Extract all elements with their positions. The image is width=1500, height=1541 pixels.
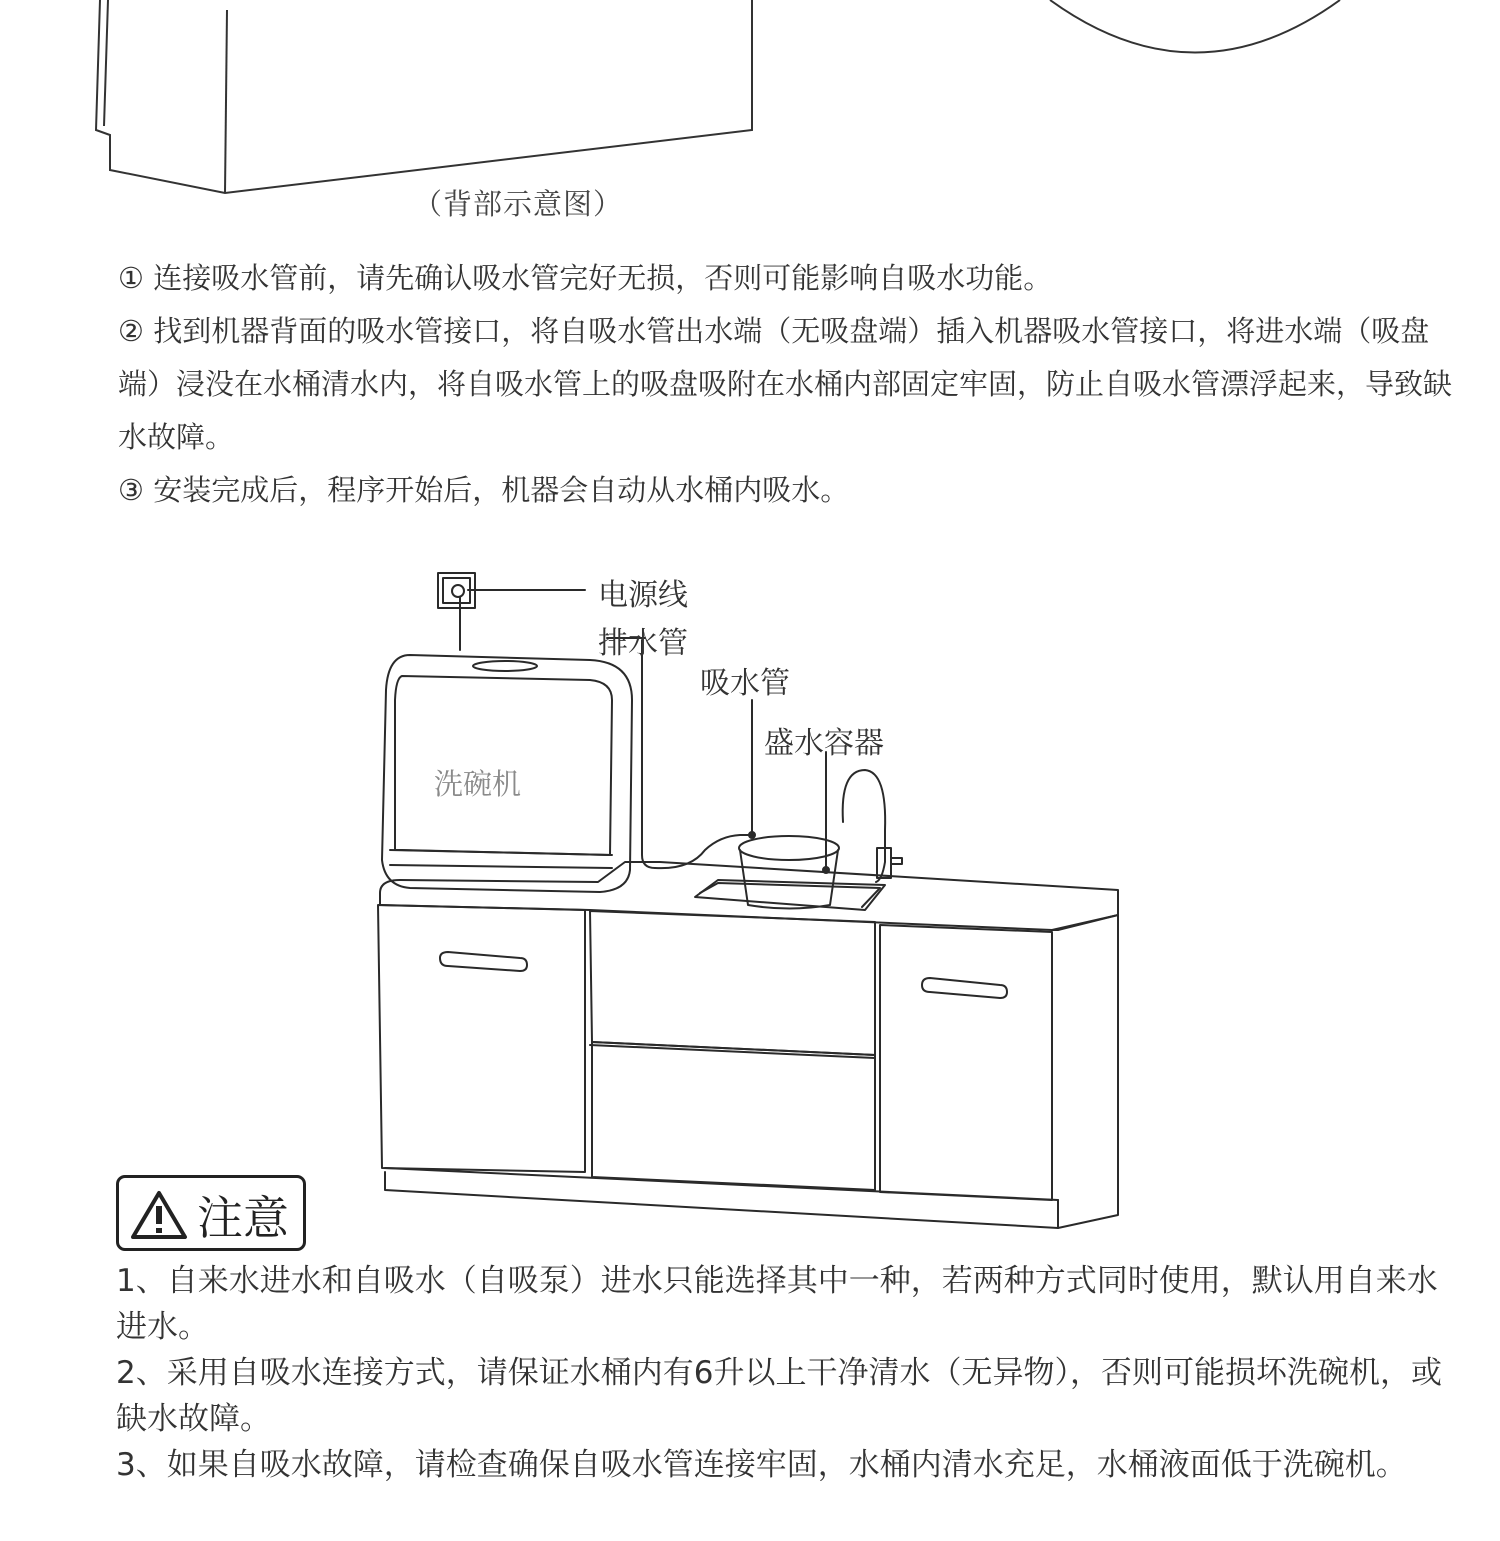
step-1: ① 连接吸水管前，请先确认吸水管完好无损，否则可能影响自吸水功能。 xyxy=(118,261,1053,295)
back-view-diagram xyxy=(0,0,1500,200)
cabinet-right xyxy=(880,925,1052,1200)
label-drain-hose: 排水管 xyxy=(598,626,688,661)
notice-badge xyxy=(116,1175,306,1251)
label-power-cord: 电源线 xyxy=(598,578,688,613)
plinth xyxy=(385,1168,1058,1228)
notice-item-2: 2、采用自吸水连接方式，请保证水桶内有6升以上干净清水（无异物），否则可能损坏洗碗机，或缺水故障。 xyxy=(116,1355,1442,1437)
notice-item-1: 1、自来水进水和自吸水（自吸泵）进水只能选择其中一种，若两种方式同时使用，默认用自来水进水。 xyxy=(116,1263,1438,1345)
installation-steps xyxy=(118,252,1458,517)
drawer-bottom xyxy=(592,1042,875,1190)
notice-title: 注意 xyxy=(197,1191,289,1245)
step-3: ③ 安装完成后，程序开始后，机器会自动从水桶内吸水。 xyxy=(118,473,850,507)
back-view-caption: （背部示意图） xyxy=(413,187,624,221)
notice-list xyxy=(116,1258,1456,1488)
notice-item-3: 3、如果自吸水故障，请检查确保自吸水管连接牢固，水桶内清水充足，水桶液面低于洗碗机。 xyxy=(116,1447,1407,1483)
label-water-container: 盛水容器 xyxy=(764,726,884,761)
cabinet-left xyxy=(378,905,585,1172)
faucet xyxy=(843,770,885,882)
label-suction-hose: 吸水管 xyxy=(700,666,790,701)
drawer-top xyxy=(590,911,875,1055)
water-bucket xyxy=(740,850,838,909)
drain-hose xyxy=(642,640,655,868)
warning-triangle-icon xyxy=(130,1190,188,1240)
step-2: ② 找到机器背面的吸水管接口，将自吸水管出水端（无吸盘端）插入机器吸水管接口，将进水端（吸盘端）浸没在水桶清水内，将自吸水管上的吸盘吸附在水桶内部固定牢固，防止自吸水管漂浮起来，导致缺水故障。 xyxy=(118,314,1453,454)
countertop xyxy=(380,862,1118,930)
label-dishwasher: 洗碗机 xyxy=(434,767,522,801)
